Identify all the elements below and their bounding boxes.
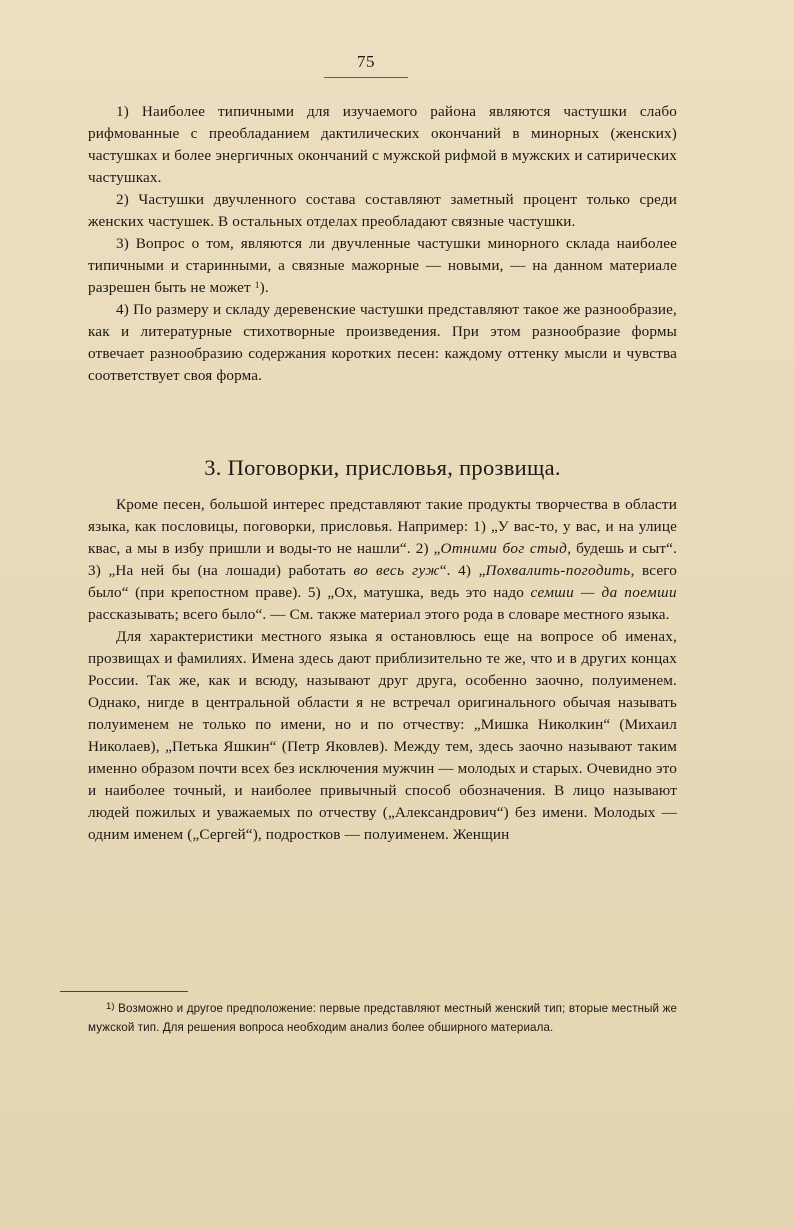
proverb-italic-4: семши — да поемши xyxy=(530,584,677,601)
proverbs-paragraph xyxy=(88,494,677,626)
proverbs-text-2: , будешь и сыт“. 3) „На ней бы (на лошади) работать xyxy=(88,540,678,579)
page-number-rule xyxy=(324,77,408,78)
conclusions-block xyxy=(88,101,677,387)
proverbs-text-1: Кроме песен, большой интерес представляют такие продукты творчества в области языка, как пословицы, поговорки, присловья. Например: 1) „У вас-то, у вас, и на улице квас, а мы в избу пришли и воды-то не нашли“. 2) „ xyxy=(88,496,677,557)
conclusion-paragraph-4: 4) По размеру и складу деревенские частушки представляют такое же разнообразие, как и литературные стихотворные произведения. При этом разнообразие формы отвечает разнообразию содержания коротких песен: каждому оттенку мысли и чувства соответствует своя форма. xyxy=(88,301,677,384)
proverb-italic-2: во весь гуж xyxy=(353,562,440,579)
page-number: 75 xyxy=(357,52,375,71)
footnote-rule xyxy=(60,991,188,992)
footnote-reference: 1 xyxy=(254,281,260,291)
footnote-marker: 1) xyxy=(106,1001,115,1012)
conclusion-paragraph-3: 3) Вопрос о том, являются ли двучленные частушки минорного склада наиболее типичными и старинными, а связные мажорные — новыми, — на данном материале разрешен быть не может $^1$). xyxy=(88,235,677,296)
proverbs-text-4: , всего было“ (при крепостном праве). 5) „Ох, матушка, ведь это надо xyxy=(88,562,677,601)
conclusion-paragraph-3-text: 3) Вопрос о том, являются ли двучленные частушки минорного склада наиболее типичными и старинными, а связные мажорные — новыми, — на данном материале разрешен быть не может xyxy=(88,235,677,296)
section-heading: 3. Поговорки, присловья, прозвища. xyxy=(204,455,561,480)
conclusion-paragraph-1: 1) Наиболее типичными для изучаемого района являются частушки слабо рифмованные с преобладанием дактилических окончаний в минорных (женских) частушках и более энергичных окончаний с мужской рифмой в мужских и сатирических частушках. xyxy=(88,103,677,186)
proverb-italic-1: Отними бог стыд xyxy=(440,540,568,557)
footnote-text: Возможно и другое предположение: первые представляют местный женский тип; вторые местный же мужской тип. Для решения вопроса необходим анализ более обширного материала. xyxy=(88,1002,677,1034)
section-body xyxy=(88,494,677,846)
names-paragraph: Для характеристики местного языка я остановлюсь еще на вопросе об именах, прозвищах и фамилиях. Имена здесь дают приблизительно те же, что и в других концах России. Так же, как и всюду, называют друг друга, особенно заочно, полуименем. Однако, нигде в центральной области я не встречал оригинального обычая называть полуименем не только по имени, но и по отчеству: „Мишка Николкин“ (Михаил Николаев), „Петька Яшкин“ (Петр Яковлев). Между тем, здесь заочно называют таким именно образом почти всех без исключения мужчин — молодых и старых. Очевидно это и наиболее точный, и наиболее привычный способ обозначения. В лицо называют людей пожилых и уважаемых по отчеству („Александрович“) без имени. Молодых — одним именем („Сергей“), подростков — полуименем. Женщин xyxy=(88,628,677,843)
proverbs-text-5: рассказывать; всего было“. — См. также материал этого рода в словаре местного языка. xyxy=(88,606,670,623)
footnote xyxy=(88,999,677,1037)
conclusion-paragraph-2: 2) Частушки двучленного состава составляют заметный процент только среди женских частушек. В остальных отделах преобладают связные частушки. xyxy=(88,191,677,230)
proverbs-text-3: “. 4) „ xyxy=(439,562,486,579)
proverb-italic-3: Похвалить-погодить xyxy=(485,562,631,579)
